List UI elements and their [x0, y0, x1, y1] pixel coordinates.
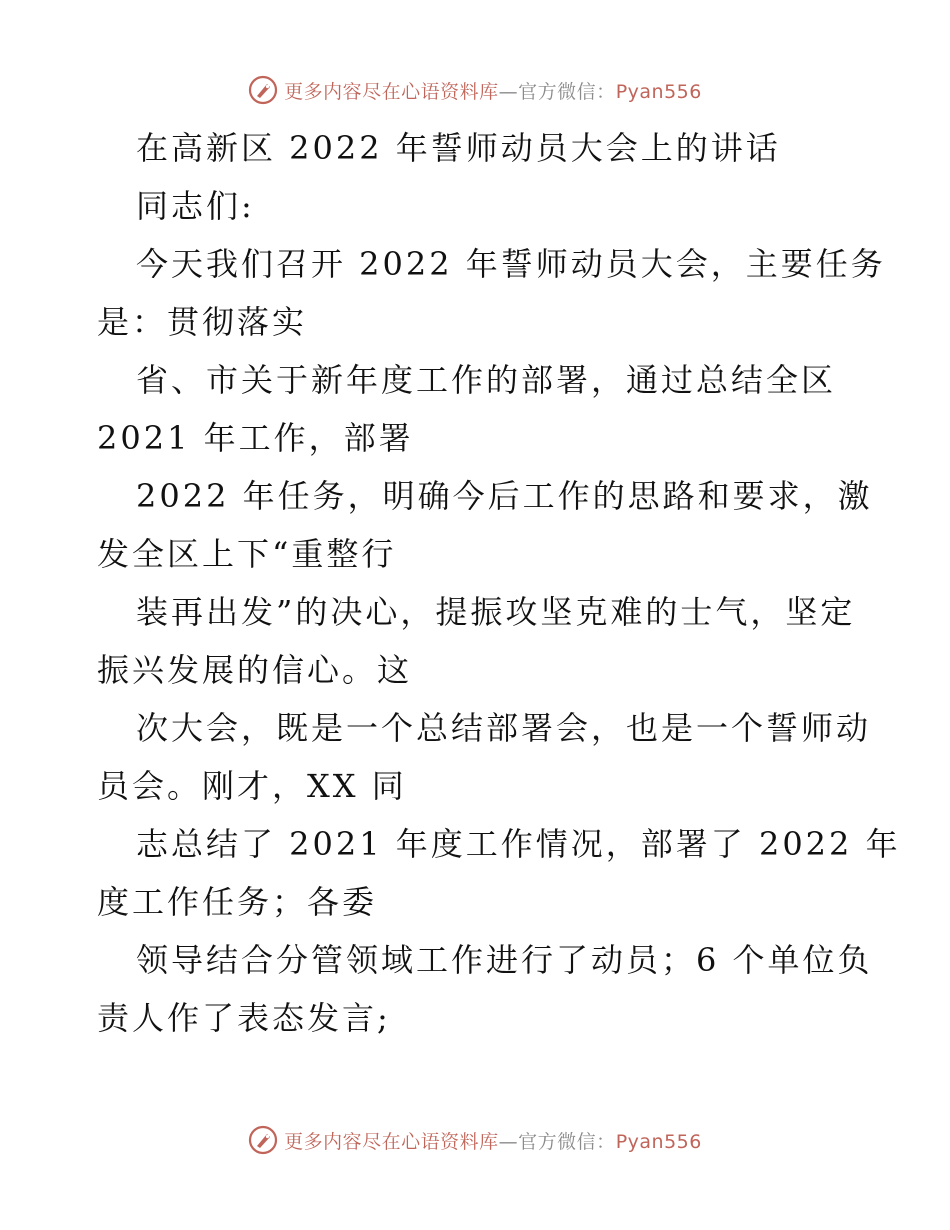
- paragraph-line: 领导结合分管领域工作进行了动员；6 个单位负: [136, 941, 873, 979]
- salutation: 同志们:: [136, 187, 255, 225]
- paragraph-line: 责人作了表态发言;: [97, 999, 391, 1037]
- pen-nib-icon: [248, 1125, 278, 1155]
- watermark-text: 更多内容尽在心语资料库—官方微信：Pyan556: [284, 80, 702, 103]
- paragraph-line: 2022 年任务，明确今后工作的思路和要求，激: [136, 477, 873, 515]
- pen-nib-icon: [248, 75, 278, 105]
- paragraph-line: 志总结了 2021 年度工作情况，部署了 2022 年: [136, 825, 901, 863]
- paragraph-line: 发全区上下“重整行: [97, 535, 397, 573]
- paragraph-line: 省、市关于新年度工作的部署，通过总结全区: [136, 361, 837, 399]
- header-watermark: [0, 72, 950, 108]
- paragraph-line: 2021 年工作，部署: [97, 419, 414, 457]
- paragraph-line: 度工作任务；各委: [97, 883, 378, 921]
- footer-watermark: [0, 1122, 950, 1158]
- paragraph-line: 装再出发”的决心，提振攻坚克难的士气，坚定: [136, 593, 856, 631]
- watermark-text: 更多内容尽在心语资料库—官方微信：Pyan556: [284, 1130, 702, 1153]
- paragraph-line: 今天我们召开 2022 年誓师动员大会，主要任务: [136, 245, 886, 283]
- paragraph-line: 员会。刚才，XX 同: [97, 767, 407, 805]
- paragraph-line: 是：贯彻落实: [97, 303, 308, 341]
- paragraph-line: 次大会，既是一个总结部署会，也是一个誓师动: [136, 709, 872, 747]
- document-title: 在高新区 2022 年誓师动员大会上的讲话: [136, 129, 781, 167]
- paragraph-line: 振兴发展的信心。这: [97, 651, 413, 689]
